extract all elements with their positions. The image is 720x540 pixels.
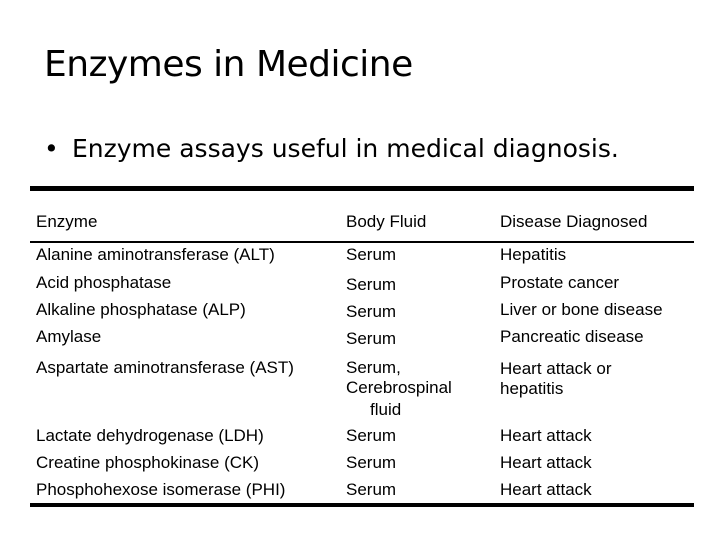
header-enzyme: Enzyme	[36, 212, 98, 231]
table-cell-fluid: Serum	[346, 480, 397, 499]
table-cell-fluid: Serum	[346, 453, 397, 472]
bullet-marker: •	[44, 134, 59, 163]
bullet-text: Enzyme assays useful in medical diagnosis.	[72, 134, 619, 163]
table-cell-fluid-line3: fluid	[370, 400, 402, 419]
table-cell-fluid: Serum	[346, 426, 397, 445]
table-cell-disease: Hepatitis	[500, 245, 567, 264]
table-cell-disease-line2: hepatitis	[500, 379, 564, 398]
table-cell-disease: Heart attack	[500, 480, 592, 499]
table-cell-fluid: Serum,	[346, 358, 401, 377]
table-cell-enzyme: Creatine phosphokinase (CK)	[36, 453, 260, 472]
table-cell-disease: Liver or bone disease	[500, 300, 663, 319]
table-cell-enzyme: Amylase	[36, 327, 102, 346]
table-cell-fluid: Serum	[346, 302, 397, 321]
table-cell-enzyme: Acid phosphatase	[36, 273, 172, 292]
table-cell-enzyme: Alanine aminotransferase (ALT)	[36, 245, 275, 264]
slide-title: Enzymes in Medicine	[44, 44, 413, 85]
header-body-fluid: Body Fluid	[346, 212, 427, 231]
table-cell-enzyme: Alkaline phosphatase (ALP)	[36, 300, 246, 319]
table-cell-disease: Heart attack	[500, 426, 592, 445]
table-body	[30, 243, 694, 503]
table-cell-disease: Prostate cancer	[500, 273, 620, 292]
table-cell-enzyme: Lactate dehydrogenase (LDH)	[36, 426, 264, 445]
enzyme-table	[30, 186, 694, 507]
table-header-row	[30, 191, 694, 241]
table-cell-fluid-line2: Cerebrospinal	[346, 378, 452, 397]
table-cell-fluid: Serum	[346, 245, 397, 264]
table-cell-disease: Heart attack	[500, 453, 592, 472]
table-cell-disease: Heart attack or	[500, 359, 612, 378]
table-cell-fluid: Serum	[346, 275, 397, 294]
table-cell-enzyme: Aspartate aminotransferase (AST)	[36, 358, 294, 377]
header-disease-diagnosed: Disease Diagnosed	[500, 212, 648, 231]
table-cell-disease: Pancreatic disease	[500, 327, 644, 346]
table-cell-enzyme: Phosphohexose isomerase (PHI)	[36, 480, 286, 499]
bullet-item	[44, 134, 619, 163]
table-bottom-rule	[30, 503, 694, 507]
table-cell-fluid: Serum	[346, 329, 397, 348]
